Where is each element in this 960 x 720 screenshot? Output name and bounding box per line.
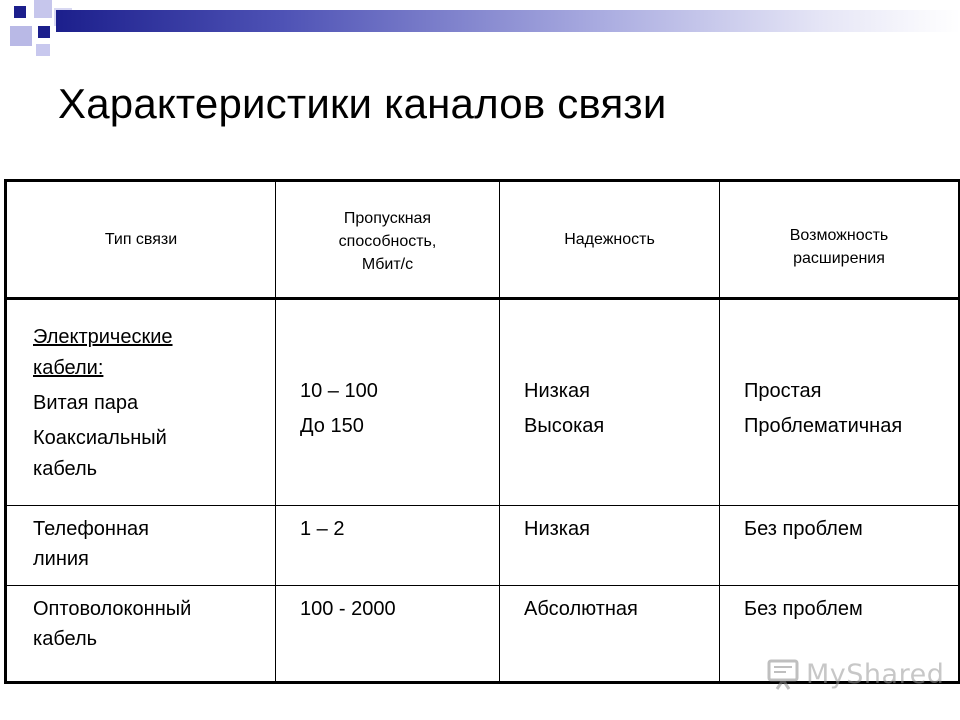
header-cell-bandwidth — [276, 181, 500, 299]
bandwidth-value: 100 - 2000 — [300, 598, 396, 620]
channels-table — [4, 179, 960, 684]
cable-item: кабель — [33, 458, 98, 480]
bandwidth-value: 1 – 2 — [300, 518, 345, 540]
header-expansion-line: Возможность — [789, 226, 889, 244]
bandwidth-value: До 150 — [300, 414, 364, 437]
cell-bandwidth — [276, 299, 500, 506]
reliability-value: Высокая — [524, 414, 605, 437]
cell-bandwidth — [276, 586, 500, 683]
expansion-value: Без проблем — [744, 598, 863, 620]
cell-type — [6, 586, 276, 683]
reliability-value: Абсолютная — [524, 598, 638, 620]
bandwidth-value: 10 – 100 — [300, 379, 378, 402]
watermark — [766, 656, 944, 692]
cell-type — [6, 506, 276, 586]
presentation-board-icon — [766, 657, 800, 691]
header-cell-reliability — [500, 181, 720, 299]
decor-square-lavender — [10, 26, 32, 46]
cable-item: Коаксиальный — [33, 427, 167, 449]
cell-expansion — [720, 506, 960, 586]
header-reliability-label: Надежность — [564, 231, 655, 248]
expansion-value: Без проблем — [744, 518, 863, 540]
header-bandwidth-line: способность, — [338, 233, 437, 250]
cable-heading-line: кабели: — [33, 357, 104, 379]
decor-square-navy — [38, 26, 50, 38]
table-header-row — [6, 181, 960, 299]
expansion-value: Простая — [744, 379, 822, 402]
decor-square-lavender — [36, 44, 50, 56]
header-cell-type — [6, 181, 276, 299]
cell-reliability — [500, 586, 720, 683]
reliability-value: Низкая — [524, 518, 590, 540]
table-row — [6, 506, 960, 586]
cell-reliability — [500, 506, 720, 586]
slide-title: Характеристики каналов связи — [58, 80, 667, 127]
cell-expansion — [720, 299, 960, 506]
cable-heading-line: Электрические — [33, 326, 173, 348]
decor-square-navy — [14, 6, 26, 18]
header-cell-expansion — [720, 181, 960, 299]
type-line: кабель — [33, 628, 98, 650]
header-expansion-line: расширения — [793, 249, 885, 267]
decor-square-lavender — [34, 0, 52, 18]
header-bandwidth-line: Мбит/с — [361, 256, 414, 273]
cable-item: Витая пара — [33, 392, 139, 414]
cell-type — [6, 299, 276, 506]
cell-reliability — [500, 299, 720, 506]
type-line: Оптоволоконный — [33, 598, 192, 620]
header-bandwidth-line: Пропускная — [343, 210, 432, 227]
header-gradient-bar — [56, 10, 960, 32]
expansion-value: Проблематичная — [744, 414, 903, 437]
watermark-brand: MyShared — [806, 658, 945, 690]
header-type-label: Тип связи — [104, 231, 178, 248]
cell-bandwidth — [276, 506, 500, 586]
table-row — [6, 299, 960, 506]
reliability-value: Низкая — [524, 379, 590, 402]
type-line: линия — [33, 548, 89, 570]
type-line: Телефонная — [33, 518, 149, 540]
